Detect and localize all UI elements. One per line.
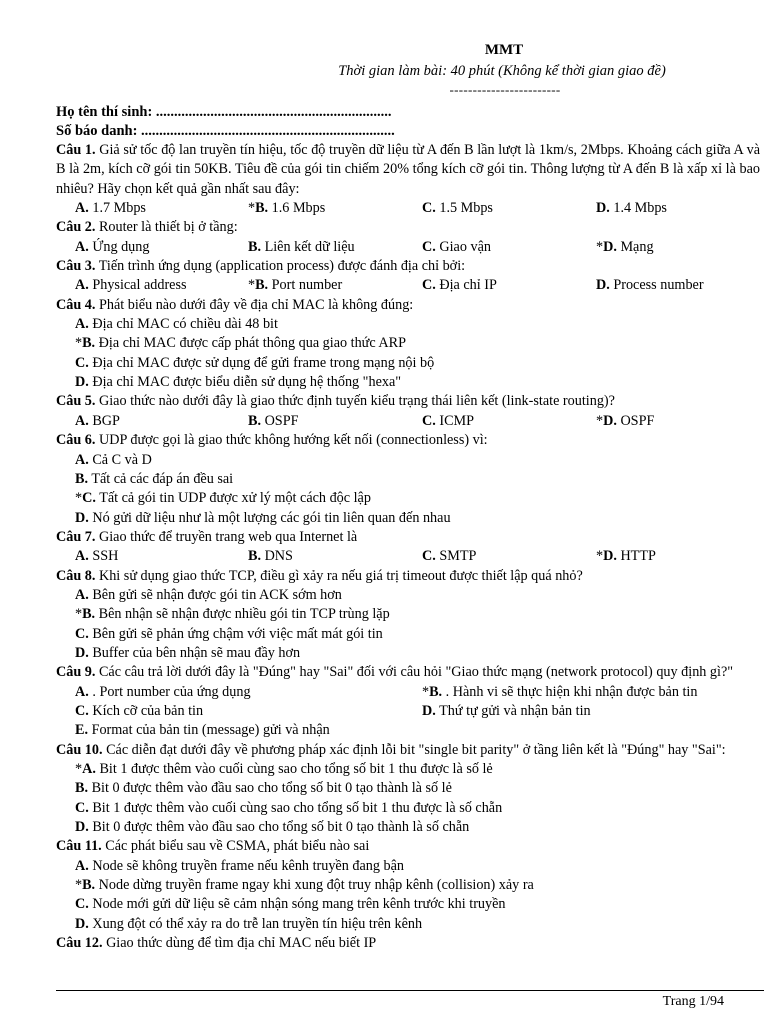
option-mark: * [75, 761, 83, 777]
option-text: Buffer của bên nhận sẽ mau đầy hơn [92, 644, 301, 661]
option-row [56, 547, 760, 566]
option-text: Xung đột có thể xảy ra do trễ lan truyền tín hiệu trên kênh [92, 915, 423, 932]
question-body: Tiến trình ứng dụng (application process) được đánh địa chỉ bởi: [98, 258, 466, 275]
answer-option [422, 702, 591, 721]
question-item [56, 741, 760, 838]
option-text: OSPF [264, 412, 299, 429]
question-text [56, 663, 760, 682]
question-item [56, 296, 760, 393]
option-letter: B. [82, 606, 96, 623]
question-text [56, 528, 760, 547]
option-text: SSH [92, 548, 119, 565]
option-row [56, 199, 760, 218]
question-text [56, 934, 760, 953]
answer-option [56, 876, 760, 895]
answer-option [75, 238, 149, 257]
header-divider: ------------------------ [449, 82, 561, 97]
option-letter: C. [422, 277, 436, 294]
option-mark: * [596, 412, 604, 429]
question-item [56, 837, 760, 934]
question-body: Khi sử dụng giao thức TCP, điều gì xảy ra nếu giá trị timeout được thiết lập quá nhỏ? [98, 567, 583, 584]
option-letter: A. [75, 586, 89, 603]
answer-option [56, 489, 760, 508]
option-mark: * [75, 606, 83, 623]
answer-option [56, 509, 760, 528]
question-label: Câu 8. [56, 567, 96, 584]
option-letter: C. [422, 548, 436, 565]
question-body: Phát biểu nào dưới đây về địa chỉ MAC là không đúng: [98, 296, 414, 313]
option-letter: A. [75, 200, 89, 217]
answer-option [56, 354, 760, 373]
option-letter: D. [603, 412, 617, 429]
option-letter: A. [75, 683, 89, 700]
option-text: Kích cỡ của bản tin [92, 702, 204, 719]
answer-option [75, 199, 146, 218]
answer-option [596, 547, 656, 566]
option-text: Bên gửi sẽ phản ứng chậm với việc mất mát gói tin [92, 625, 383, 642]
question-item [56, 528, 760, 567]
answer-option [56, 760, 760, 779]
option-text: Bên nhận sẽ nhận được nhiều gói tin TCP trùng lặp [98, 606, 390, 623]
answer-option [75, 412, 120, 431]
option-text: DNS [264, 548, 293, 565]
option-letter: C. [75, 896, 89, 913]
answer-option [56, 451, 760, 470]
question-body: Giao thức để truyền trang web qua Internet là [98, 528, 358, 545]
option-mark: * [596, 548, 604, 565]
question-text [56, 431, 760, 450]
option-text: ICMP [439, 412, 475, 429]
exam-time-note: Thời gian làm bài: 40 phút (Không kể thời gian giao đề) [338, 63, 666, 79]
option-text: . Port number của ứng dụng [92, 683, 251, 700]
option-text: Nó gửi dữ liệu như là một lượng các gói tin liên quan đến nhau [92, 509, 451, 526]
option-text: Địa chỉ MAC được sử dụng để gửi frame trong mạng nội bộ [92, 354, 435, 371]
answer-option [56, 373, 760, 392]
question-item [56, 257, 760, 296]
option-text: Bit 0 được thêm vào đầu sao cho tổng số bit 0 tạo thành là số chẵn [92, 819, 470, 836]
option-letter: B. [75, 470, 89, 487]
option-text: Tất cả gói tin UDP được xử lý một cách độc lập [99, 490, 371, 507]
option-letter: C. [422, 412, 436, 429]
option-letter: B. [248, 412, 262, 429]
option-text: SMTP [439, 548, 477, 565]
option-text: Bit 1 được thêm vào cuối cùng sao cho tổng số bit 1 thu được là số chẵn [92, 799, 503, 816]
option-text: Liên kết dữ liệu [264, 238, 355, 255]
option-text: Format của bản tin (message) gửi và nhận [91, 722, 330, 739]
option-text: Địa chỉ IP [439, 277, 497, 294]
answer-option [422, 238, 491, 257]
option-letter: D. [603, 238, 617, 255]
question-text [56, 741, 760, 760]
question-body: Giao thức dùng để tìm địa chỉ MAC nếu biết IP [106, 935, 377, 952]
answer-option [75, 702, 203, 721]
answer-option [248, 547, 293, 566]
option-mark: * [248, 277, 256, 294]
question-label: Câu 10. [56, 741, 103, 758]
answer-option [56, 895, 760, 914]
option-letter: B. [255, 277, 269, 294]
option-letter: C. [82, 490, 96, 507]
option-text: BGP [92, 412, 120, 429]
option-text: Process number [613, 277, 704, 294]
question-item [56, 663, 760, 740]
option-letter: D. [422, 702, 436, 719]
option-text: Tất cả các đáp án đều sai [91, 470, 234, 487]
option-text: Bit 0 được thêm vào đầu sao cho tổng số bit 0 tạo thành là số lẻ [91, 780, 452, 797]
question-item [56, 392, 760, 431]
footer-divider [56, 990, 764, 991]
answer-option [248, 238, 355, 257]
answer-option [56, 818, 760, 837]
answer-option [56, 779, 760, 798]
option-letter: A. [82, 761, 96, 777]
exam-title: MMT [484, 42, 524, 58]
answer-option [248, 276, 342, 295]
option-text: 1.7 Mbps [92, 200, 146, 217]
option-text: Node dừng truyền frame ngay khi xung đột truy nhập kênh (collision) xảy ra [98, 877, 534, 894]
option-row [56, 412, 760, 431]
answer-option [596, 276, 704, 295]
answer-option [56, 586, 760, 605]
answer-option [56, 915, 760, 934]
option-letter: A. [75, 857, 89, 874]
option-letter: C. [75, 799, 89, 816]
option-mark: * [248, 200, 256, 217]
option-text: OSPF [620, 412, 655, 429]
option-letter: B. [429, 683, 443, 700]
answer-option [248, 199, 325, 218]
option-letter: B. [248, 238, 262, 255]
option-text: Cả C và D [92, 451, 152, 468]
option-text: Port number [271, 277, 343, 294]
option-row [56, 702, 760, 721]
option-letter: D. [75, 915, 89, 932]
question-body: Router là thiết bị ở tầng: [98, 219, 238, 236]
option-text: Physical address [92, 277, 187, 294]
option-letter: C. [422, 200, 436, 217]
option-letter: A. [75, 238, 89, 255]
option-letter: E. [75, 722, 89, 739]
option-letter: D. [75, 819, 89, 836]
answer-option [56, 799, 760, 818]
option-letter: C. [75, 702, 89, 719]
question-label: Câu 5. [56, 393, 96, 410]
option-text: Bit 1 được thêm vào cuối cùng sao cho tổng số bit 1 thu được là số lẻ [99, 761, 493, 777]
answer-option [56, 644, 760, 663]
question-label: Câu 6. [56, 432, 96, 449]
option-text: Node mới gửi dữ liệu sẽ cảm nhận sóng mang trên kênh trước khi truyền [92, 896, 506, 913]
option-text: 1.5 Mbps [439, 200, 493, 217]
option-text: Node sẽ không truyền frame nếu kênh truyền đang bận [92, 857, 404, 874]
question-label: Câu 12. [56, 935, 103, 952]
answer-option [56, 625, 760, 644]
option-letter: A. [75, 277, 89, 294]
option-letter: D. [75, 644, 89, 661]
question-label: Câu 9. [56, 664, 96, 681]
option-text: Địa chỉ MAC được biểu diễn sử dụng hệ thống "hexa" [92, 374, 402, 391]
option-text: Bên gửi sẽ nhận được gói tin ACK sớm hơn [92, 586, 342, 603]
option-text: Mạng [620, 238, 654, 255]
option-text: Địa chỉ MAC có chiều dài 48 bit [92, 316, 278, 333]
question-body: Giao thức nào dưới đây là giao thức định tuyến kiểu trạng thái liên kết (link-state routing)? [98, 393, 615, 410]
option-mark: * [75, 877, 83, 894]
answer-option [596, 238, 654, 257]
option-mark: * [75, 490, 83, 507]
question-body: Các phát biểu sau về CSMA, phát biểu nào sai [105, 838, 370, 855]
answer-option [56, 315, 760, 334]
answer-option [422, 276, 497, 295]
option-letter: B. [82, 335, 96, 352]
option-letter: D. [75, 374, 89, 391]
answer-option [56, 470, 760, 489]
question-item [56, 934, 760, 953]
answer-option [422, 412, 474, 431]
option-text: Giao vận [439, 238, 491, 255]
option-letter: D. [75, 509, 89, 526]
option-text: . Hành vi sẽ thực hiện khi nhận được bản tin [445, 683, 698, 700]
candidate-name-field: Họ tên thí sinh: ................................................................. [56, 104, 392, 120]
question-list [56, 141, 760, 953]
question-body: Giả sử tốc độ lan truyền tín hiệu, tốc độ truyền dữ liệu từ A đến B lần lượt là 1km/s, 2Mbps. Khoảng cách giữa A và B là 2m, kích cỡ gói tin 50KB. Tiêu đề của gói tin chiếm 20% tổng kích cỡ gói tin. Thông lượng từ A đến B là xấp xỉ là bao nhiêu? Hãy chọn kết quả gần nhất sau đây: [56, 142, 760, 197]
option-letter: A. [75, 316, 89, 333]
question-label: Câu 2. [56, 219, 96, 236]
option-letter: C. [422, 238, 436, 255]
option-letter: C. [75, 625, 89, 642]
option-text: Thứ tự gửi và nhận bản tin [439, 702, 591, 719]
question-body: Các câu trả lời dưới đây là "Đúng" hay "Sai" đối với câu hỏi "Giao thức mạng (network protocol) quy định gì?" [98, 664, 734, 681]
option-mark: * [596, 238, 604, 255]
answer-option [422, 199, 493, 218]
question-text [56, 296, 760, 315]
question-label: Câu 1. [56, 142, 96, 158]
question-text [56, 392, 760, 411]
answer-option [75, 276, 187, 295]
answer-option [56, 334, 760, 353]
question-label: Câu 4. [56, 296, 96, 313]
option-text: 1.6 Mbps [271, 200, 326, 217]
option-letter: B. [248, 548, 262, 565]
option-row [56, 238, 760, 257]
question-item [56, 567, 760, 664]
question-label: Câu 7. [56, 528, 96, 545]
option-letter: D. [596, 277, 610, 294]
page-number: Trang 1/94 [662, 994, 724, 1009]
option-letter: A. [75, 451, 89, 468]
option-letter: B. [75, 780, 89, 797]
answer-option [248, 412, 298, 431]
answer-option [56, 721, 760, 740]
answer-option [75, 683, 251, 702]
question-label: Câu 3. [56, 258, 96, 275]
answer-option [596, 412, 654, 431]
question-text [56, 257, 760, 276]
option-row [56, 276, 760, 295]
option-row [56, 683, 760, 702]
answer-option [422, 683, 697, 702]
question-text [56, 218, 760, 237]
option-letter: D. [603, 548, 617, 565]
option-text: Địa chỉ MAC được cấp phát thông qua giao thức ARP [98, 335, 407, 352]
answer-option [596, 199, 667, 218]
question-text [56, 141, 760, 199]
candidate-id-field: Số báo danh: ...................................................................... [56, 123, 395, 139]
option-mark: * [422, 683, 430, 700]
question-body: UDP được gọi là giao thức không hướng kết nối (connectionless) vì: [98, 432, 488, 449]
question-text [56, 567, 760, 586]
option-letter: C. [75, 354, 89, 371]
answer-option [56, 605, 760, 624]
option-text: HTTP [620, 548, 656, 565]
option-mark: * [75, 335, 83, 352]
question-label: Câu 11. [56, 838, 102, 855]
answer-option [56, 857, 760, 876]
option-letter: A. [75, 548, 89, 565]
answer-option [422, 547, 476, 566]
option-letter: A. [75, 412, 89, 429]
question-item [56, 141, 760, 218]
option-text: Ứng dụng [92, 238, 150, 255]
option-letter: B. [82, 877, 96, 894]
question-item [56, 431, 760, 528]
question-body: Các diễn đạt dưới đây về phương pháp xác định lỗi bit "single bit parity" ở tầng liên kết là "Đúng" hay "Sai": [106, 741, 726, 758]
option-letter: D. [596, 200, 610, 217]
option-text: 1.4 Mbps [613, 200, 667, 217]
option-letter: B. [255, 200, 269, 217]
answer-option [75, 547, 118, 566]
question-text [56, 837, 760, 856]
question-item [56, 218, 760, 257]
